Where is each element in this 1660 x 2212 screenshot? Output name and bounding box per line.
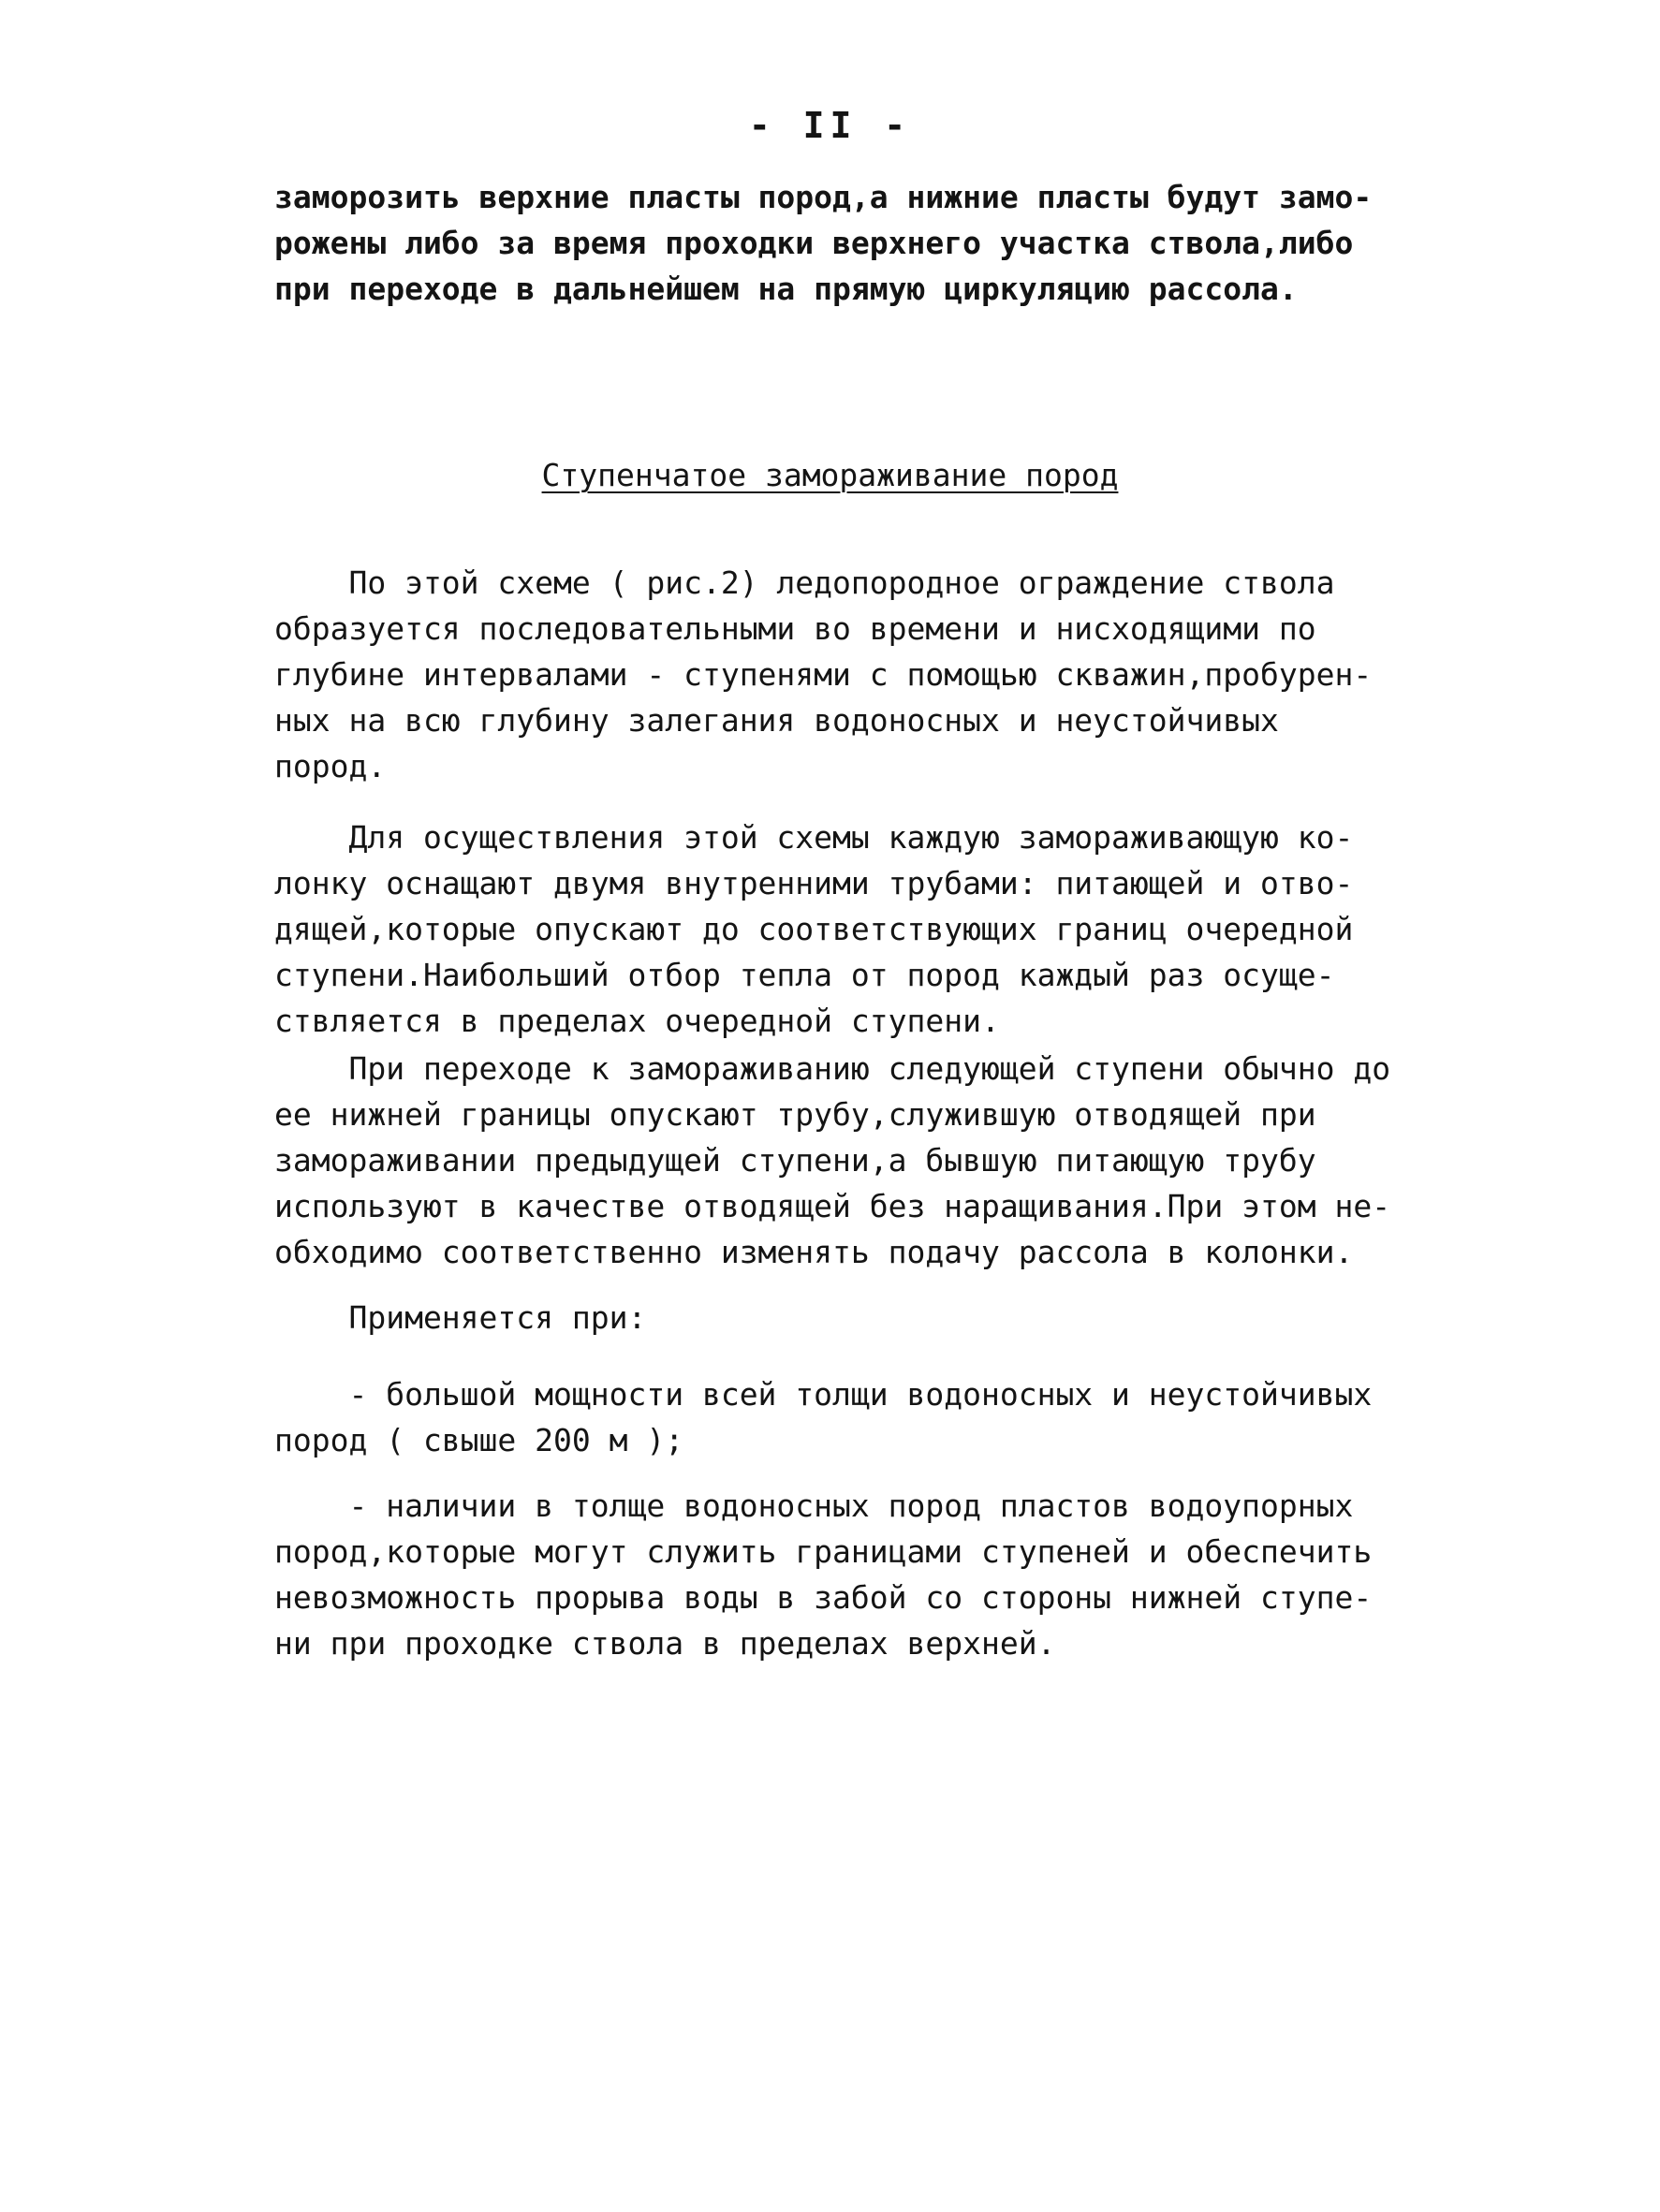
paragraph-3 — [274, 1046, 1435, 1275]
continuation-paragraph — [274, 174, 1435, 312]
section-heading-text: Ступенчатое замораживание пород — [541, 457, 1119, 493]
text-line: замораживании предыдущей ступени,а бывшую питающую трубу — [274, 1142, 1316, 1179]
section-heading — [0, 452, 1660, 498]
text-line: глубине интервалами - ступенями с помощью скважин,пробурен- — [274, 656, 1373, 693]
text-line: невозможность прорыва воды в забой со стороны нижней ступе- — [274, 1579, 1373, 1616]
text-line: - наличии в толще водоносных пород пластов водоупорных — [274, 1487, 1354, 1524]
text-line: обходимо соответственно изменять подачу рассола в колонки. — [274, 1234, 1354, 1270]
text-line: пород. — [274, 748, 387, 784]
text-line: Для осуществления этой схемы каждую замораживающую ко- — [274, 819, 1354, 856]
text-line: лонку оснащают двумя внутренними трубами: питающей и отво- — [274, 865, 1354, 901]
paragraph-1 — [274, 560, 1435, 789]
text-line: - большой мощности всей толщи водоносных и неустойчивых — [274, 1376, 1373, 1413]
text-line: ных на всю глубину залегания водоносных и неустойчивых — [274, 702, 1279, 739]
text-line: при переходе в дальнейшем на прямую циркуляцию рассола. — [274, 271, 1298, 307]
text-line: ни при проходке ствола в пределах верхней. — [274, 1625, 1056, 1662]
list-item — [274, 1371, 1435, 1463]
list-item — [274, 1483, 1435, 1666]
text-line: ступени.Наибольший отбор тепла от пород каждый раз осуще- — [274, 957, 1335, 993]
text-line: дящей,которые опускают до соответствующих границ очередной — [274, 911, 1354, 947]
page-number: - II - — [748, 105, 912, 146]
text-line: По этой схеме ( рис.2) ледопородное ограждение ствола — [274, 564, 1335, 601]
text-line: пород,которые могут служить границами ступеней и обеспечить — [274, 1533, 1373, 1570]
text-line: образуется последовательными во времени и нисходящими по — [274, 610, 1316, 647]
text-line: При переходе к замораживанию следующей ступени обычно до — [274, 1050, 1391, 1087]
text-line: ствляется в пределах очередной ступени. — [274, 1003, 1000, 1039]
text-line: заморозить верхние пласты пород,а нижние пласты будут замо- — [274, 179, 1373, 215]
text-line: ее нижней границы опускают трубу,служившую отводящей при — [274, 1096, 1316, 1133]
paragraph-2 — [274, 814, 1435, 1044]
applies-label: Применяется при: — [274, 1299, 647, 1336]
text-line: пород ( свыше 200 м ); — [274, 1422, 684, 1458]
applies-label-block — [274, 1295, 1435, 1340]
text-line: используют в качестве отводящей без наращивания.При этом не- — [274, 1188, 1391, 1224]
text-line: рожены либо за время проходки верхнего участка ствола,либо — [274, 225, 1354, 261]
